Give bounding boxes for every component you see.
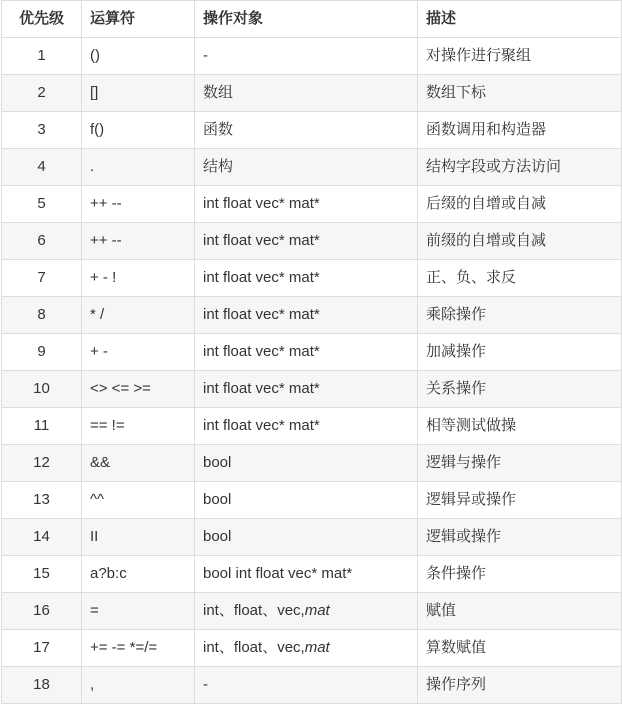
operator-precedence-table (1, 0, 622, 704)
priority-cell: 13 (2, 482, 82, 519)
priority-cell: 3 (2, 112, 82, 149)
priority-cell: 18 (2, 667, 82, 704)
operands-cell (195, 445, 418, 482)
operands-text: 函数 (203, 121, 234, 138)
priority-cell: 12 (2, 445, 82, 482)
operands-cell (195, 297, 418, 334)
description-cell: 关系操作 (418, 371, 622, 408)
table-row (2, 149, 622, 186)
priority-cell: 10 (2, 371, 82, 408)
operator-cell: [] (82, 75, 195, 112)
table-row (2, 75, 622, 112)
operands-text: int float vec* mat* (203, 343, 320, 360)
operands-text: - (203, 676, 208, 693)
description-cell: 后缀的自增或自减 (418, 186, 622, 223)
description-cell: 对操作进行聚组 (418, 38, 622, 75)
operands-text: 结构 (203, 158, 234, 175)
operands-text: int float vec* mat* (203, 195, 320, 212)
operands-text: bool (203, 454, 232, 471)
description-cell: 函数调用和构造器 (418, 112, 622, 149)
operands-text: int float vec* mat* (203, 269, 320, 286)
description-cell: 正、负、求反 (418, 260, 622, 297)
operands-italic-text: mat (304, 602, 330, 619)
priority-cell: 2 (2, 75, 82, 112)
operands-italic-text: mat (304, 639, 330, 656)
priority-cell: 9 (2, 334, 82, 371)
priority-cell: 16 (2, 593, 82, 630)
operator-cell: a?b:c (82, 556, 195, 593)
operator-cell: () (82, 38, 195, 75)
operands-cell (195, 223, 418, 260)
description-cell: 逻辑异或操作 (418, 482, 622, 519)
operands-text: int、float、vec, (203, 639, 305, 656)
description-cell: 算数赋值 (418, 630, 622, 667)
operator-cell: f() (82, 112, 195, 149)
operator-cell: <> <= >= (82, 371, 195, 408)
description-cell: 逻辑或操作 (418, 519, 622, 556)
table-row (2, 371, 622, 408)
operands-cell (195, 482, 418, 519)
priority-cell: 11 (2, 408, 82, 445)
operands-text: bool (203, 491, 232, 508)
operands-text: bool int float vec* mat* (203, 565, 353, 582)
description-cell: 赋值 (418, 593, 622, 630)
operator-cell: , (82, 667, 195, 704)
table-row (2, 260, 622, 297)
operator-cell: == != (82, 408, 195, 445)
operands-cell (195, 371, 418, 408)
description-cell: 逻辑与操作 (418, 445, 622, 482)
operator-cell: = (82, 593, 195, 630)
operator-cell: && (82, 445, 195, 482)
operands-text: int、float、vec, (203, 602, 305, 619)
operands-text: bool (203, 528, 232, 545)
priority-cell: 6 (2, 223, 82, 260)
table-row (2, 630, 622, 667)
priority-cell: 7 (2, 260, 82, 297)
header-operator: 运算符 (82, 1, 195, 38)
table-row (2, 482, 622, 519)
operands-cell (195, 334, 418, 371)
description-cell: 数组下标 (418, 75, 622, 112)
table-row (2, 297, 622, 334)
description-cell: 乘除操作 (418, 297, 622, 334)
header-row (2, 1, 622, 38)
priority-cell: 15 (2, 556, 82, 593)
operator-cell: + - ! (82, 260, 195, 297)
table-row (2, 38, 622, 75)
header-operands: 操作对象 (195, 1, 418, 38)
operands-cell (195, 260, 418, 297)
table-row (2, 593, 622, 630)
header-description: 描述 (418, 1, 622, 38)
operands-cell (195, 186, 418, 223)
table-row (2, 334, 622, 371)
priority-cell: 14 (2, 519, 82, 556)
operands-cell (195, 630, 418, 667)
operands-cell (195, 667, 418, 704)
table-row (2, 186, 622, 223)
table-header (2, 1, 622, 38)
operands-cell (195, 75, 418, 112)
operands-cell (195, 38, 418, 75)
table-row (2, 667, 622, 704)
table-row (2, 556, 622, 593)
operands-cell (195, 519, 418, 556)
operands-cell (195, 149, 418, 186)
priority-cell: 1 (2, 38, 82, 75)
operands-cell (195, 556, 418, 593)
operands-text: int float vec* mat* (203, 306, 320, 323)
operands-cell (195, 593, 418, 630)
operator-cell: += -= *=/= (82, 630, 195, 667)
description-cell: 条件操作 (418, 556, 622, 593)
table-row (2, 408, 622, 445)
operands-text: int float vec* mat* (203, 380, 320, 397)
operands-text: int float vec* mat* (203, 232, 320, 249)
priority-cell: 8 (2, 297, 82, 334)
operator-cell: * / (82, 297, 195, 334)
priority-cell: 17 (2, 630, 82, 667)
operator-cell: II (82, 519, 195, 556)
description-cell: 前缀的自增或自减 (418, 223, 622, 260)
table-row (2, 112, 622, 149)
description-cell: 结构字段或方法访问 (418, 149, 622, 186)
operator-cell: ^^ (82, 482, 195, 519)
operands-text: int float vec* mat* (203, 417, 320, 434)
description-cell: 加减操作 (418, 334, 622, 371)
priority-cell: 5 (2, 186, 82, 223)
table-row (2, 445, 622, 482)
table-body (2, 38, 622, 704)
table-row (2, 223, 622, 260)
operands-text: - (203, 47, 208, 64)
operands-cell (195, 408, 418, 445)
operator-cell: . (82, 149, 195, 186)
operator-cell: + - (82, 334, 195, 371)
operator-cell: ++ -- (82, 186, 195, 223)
header-priority: 优先级 (2, 1, 82, 38)
priority-cell: 4 (2, 149, 82, 186)
operands-text: 数组 (203, 84, 234, 101)
description-cell: 操作序列 (418, 667, 622, 704)
operands-cell (195, 112, 418, 149)
description-cell: 相等测试做操 (418, 408, 622, 445)
operator-cell: ++ -- (82, 223, 195, 260)
table-row (2, 519, 622, 556)
